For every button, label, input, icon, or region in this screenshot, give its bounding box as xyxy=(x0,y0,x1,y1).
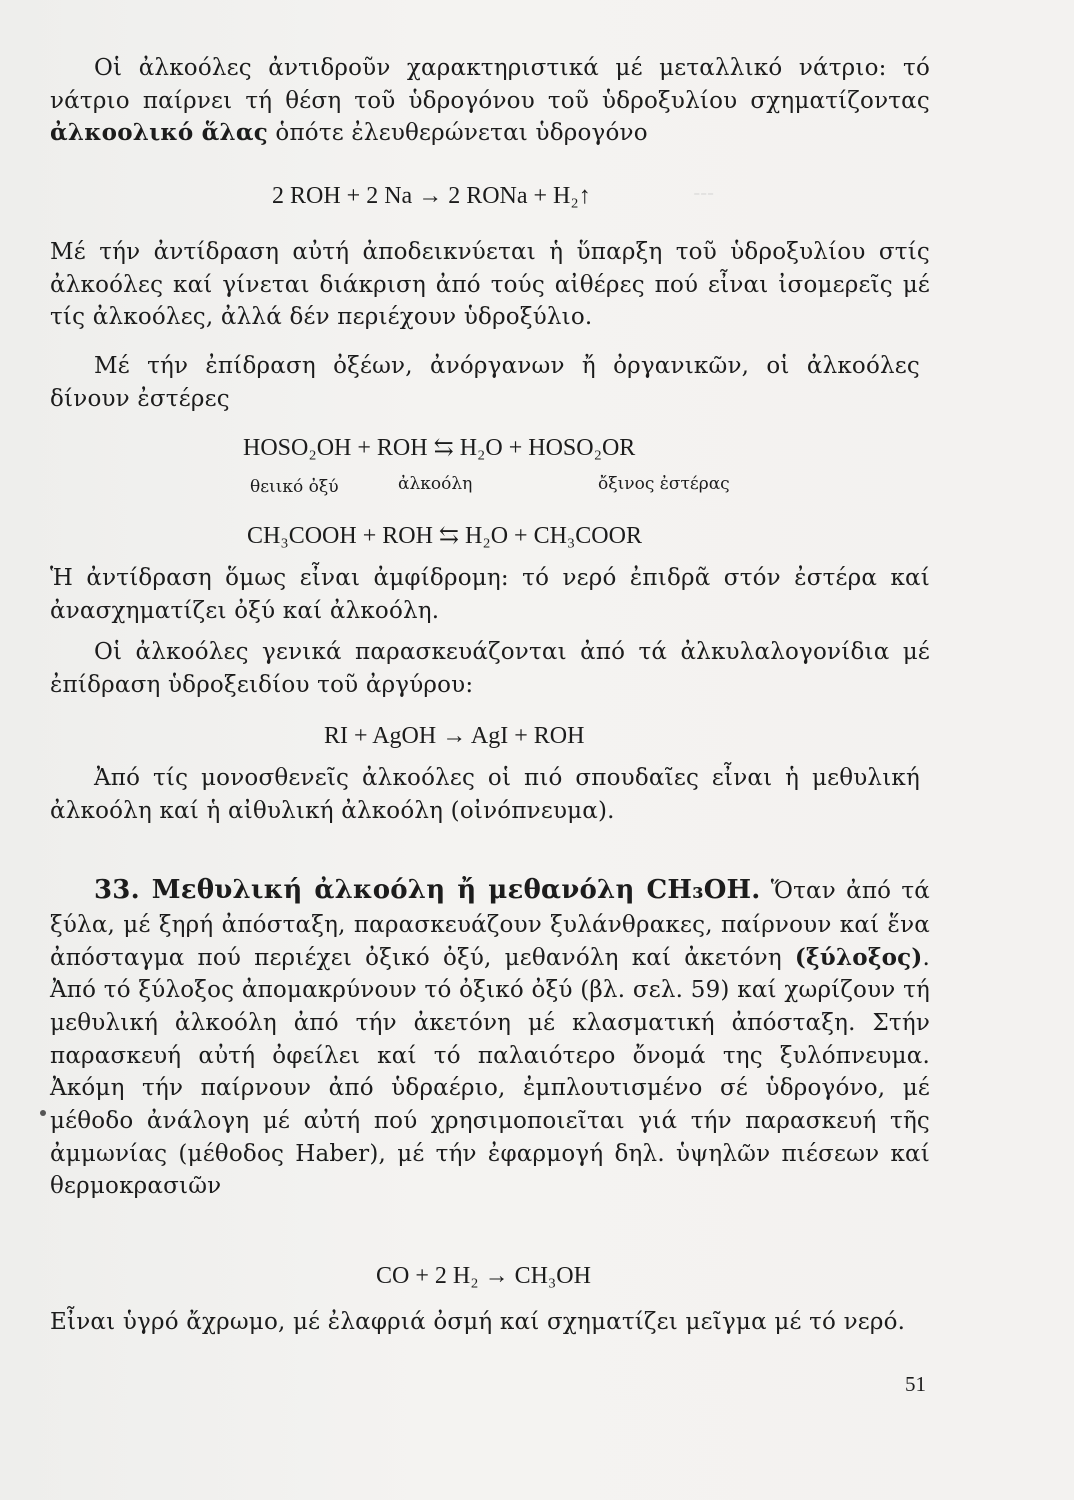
margin-mark xyxy=(40,1110,46,1116)
paragraph-reversible: Ἡ ἀντίδραση ὅμως εἶναι ἀμφίδρομη: τό νερό ἐπιδρᾶ στόν ἐστέρα καί ἀνασχηματίζει ὀξύ καί ἀλκοόλη. xyxy=(50,565,930,624)
label-alcohol: ἀλκοόλη xyxy=(398,474,473,494)
paragraph-esters: Μέ τήν ἐπίδραση ὀξέων, ἀνόργανων ἤ ὀργανικῶν, οἱ ἀλκοόλες δίνουν ἐστέρες xyxy=(50,353,920,412)
paragraph-text: Ὅταν ἀπό τά ξύλα, μέ ξηρή ἀπόσταξη, παρασκευάζουν ξυλάνθρακες, παίρνουν καί ἕνα ἀπόσταγμα πού περιέχει ὀξικό ὀξύ, μεθανόλη καί ἀκετόνη xyxy=(50,878,930,971)
equation-acetic-ester: CH₃COOH + ROH ⇆ H₂O + CH₃COOR xyxy=(247,523,642,549)
paragraph-sodium-reaction xyxy=(50,52,930,150)
paragraph-text: ὁπότε ἐλευθερώνεται ὑδρογόνο xyxy=(267,120,648,147)
paragraph-text: Οἱ ἀλκοόλες ἀντιδροῦν χαρακτηριστικά μέ μεταλλικό νάτριο: τό νάτριο παίρνει τή θέση τοῦ ὑδρογόνου τοῦ ὑδροξυλίου σχηματίζοντας xyxy=(50,55,930,114)
paragraph-properties: Εἶναι ὑγρό ἄχρωμο, μέ ἐλαφριά ὀσμή καί σχηματίζει μεῖγμα μέ τό νερό. xyxy=(50,1309,906,1335)
paragraph-monohydric: Ἀπό τίς μονοσθενεῖς ἀλκοόλες οἱ πιό σπουδαῖες εἶναι ἡ μεθυλική ἀλκοόλη καί ἡ αἰθυλική ἀλκοόλη (οἰνόπνευμα). xyxy=(50,765,920,824)
equation-methanol-synthesis: CO + 2 H₂ → CH₃OH xyxy=(376,1263,591,1289)
paragraph-hydroxyl-proof: Μέ τήν ἀντίδραση αὐτή ἀποδεικνύεται ἡ ὕπαρξη τοῦ ὑδροξυλίου στίς ἀλκοόλες καί γίνεται διάκριση ἀπό τούς αἰθέρες πού εἶναι ἰσομερεῖς μέ τίς ἀλκοόλες, ἀλλά δέν περιέχουν ὑδροξύλιο. xyxy=(50,239,930,331)
equation-silver-hydroxide: RI + AgOH → AgI + ROH xyxy=(324,723,585,749)
equation-sulfuric-ester: HOSO₂OH + ROH ⇆ H₂O + HOSO₂OR xyxy=(243,435,636,461)
section-33-methanol xyxy=(50,872,930,1203)
paragraph-preparation: Οἱ ἀλκοόλες γενικά παρασκευάζονται ἀπό τά ἀλκυλαλογονίδια μέ ἐπίδραση ὑδροξειδίου τοῦ ἀργύρου: xyxy=(50,639,930,698)
bleed-through-text: ̵ ̵ ̵ xyxy=(700,180,715,204)
section-heading: 33. Μεθυλική ἀλκοόλη ἤ μεθανόλη CH₃OH. xyxy=(94,875,761,905)
page-number: 51 xyxy=(905,1372,926,1396)
bold-term-wood-spirit: (ξύλοξος) xyxy=(794,943,923,971)
paragraph-text: . Ἀπό τό ξύλοξος ἀπομακρύνουν τό ὀξικό ὀξύ (βλ. σελ. 59) καί χωρίζουν τή μεθυλική ἀλκοόλη ἀπό τήν ἀκετόνη μέ κλασματική ἀπόσταξη. Στήν παρασκευή αὐτή ὀφείλει καί τό παλαιότερο ὄνομά της ξυλόπνευμα. Ἀκόμη τήν παίρνουν ἀπό ὑδραέριο, ἐμπλουτισμένο σέ ὑδρογόνο, μέ μέθοδο ἀνάλογη μέ αὐτή πού χρησιμοποιεῖται γιά τήν παρασκευή τῆς ἀμμωνίας (μέθοδος Haber), μέ τήν ἐφαρμογή δηλ. ὑψηλῶν πιέσεων καί θερμοκρασιῶν xyxy=(50,944,930,1200)
equation-sodium: 2 ROH + 2 Na → 2 RONa + H₂↑ xyxy=(272,183,591,209)
label-acid-ester: ὄξινος ἐστέρας xyxy=(598,474,730,494)
bold-term-alkoxide: ἀλκοολικό ἅλας xyxy=(50,119,268,147)
label-sulfuric-acid: θειικό ὀξύ xyxy=(250,477,339,497)
